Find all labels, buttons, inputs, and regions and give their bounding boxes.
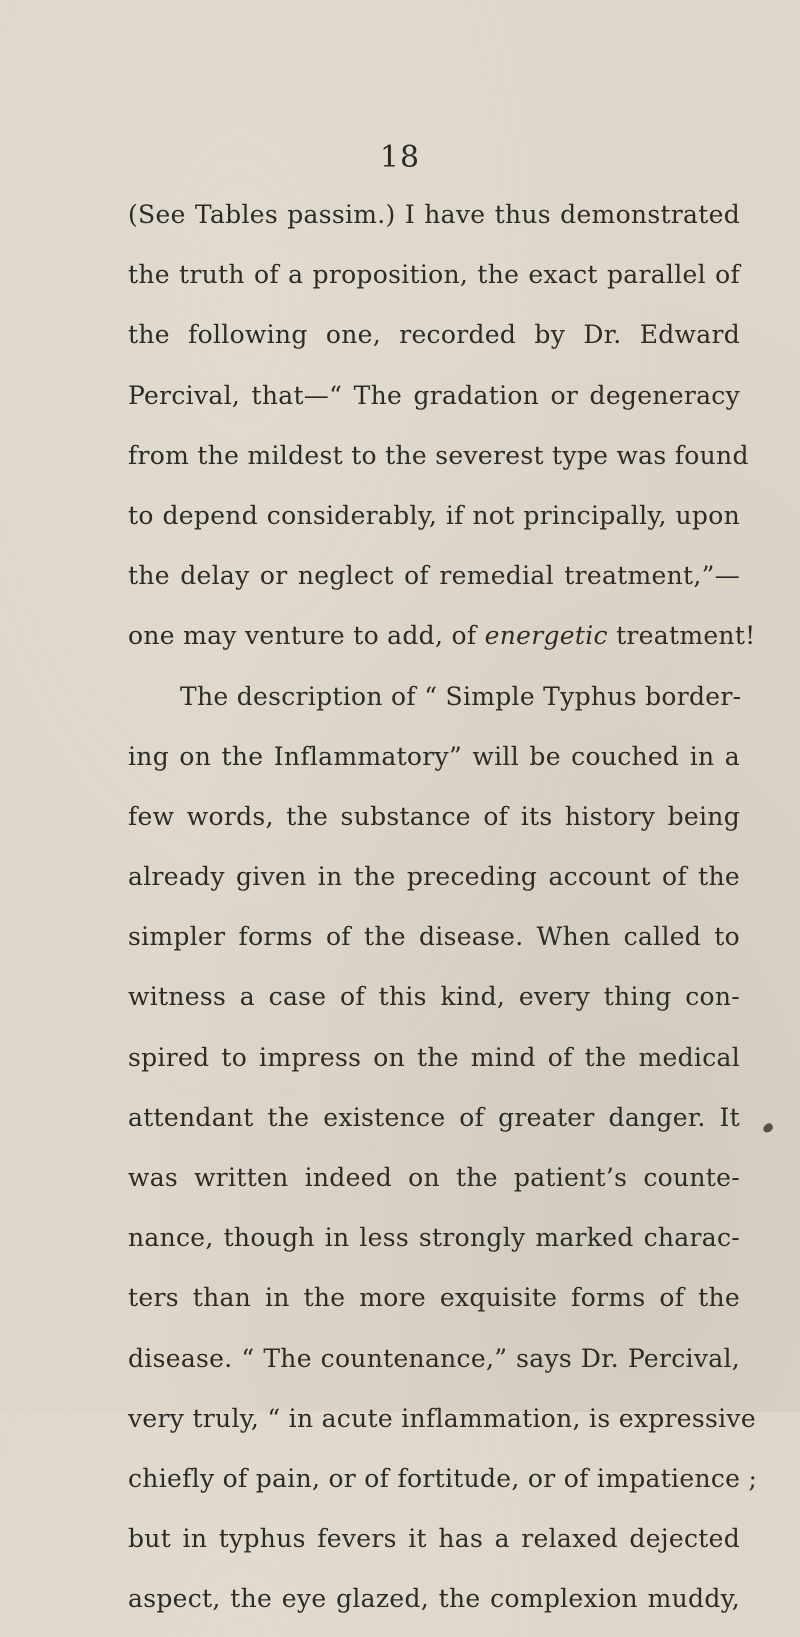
text-line: the delay or neglect of remedial treatment,”— (128, 561, 740, 591)
text-line: aspect, the eye glazed, the complexion muddy, (128, 1584, 740, 1614)
page-number: 18 (379, 140, 421, 175)
ink-speck (762, 1122, 775, 1134)
text-line: already given in the preceding account of the (128, 862, 740, 892)
text-line: was written indeed on the patient’s counte- (128, 1163, 740, 1192)
paragraph-start-line: The description of “ Simple Typhus border- (180, 681, 742, 711)
text-line: disease. “ The countenance,” says Dr. Percival, (128, 1343, 740, 1373)
text-line: chiefly of pain, or of fortitude, or of impatience ; (128, 1463, 758, 1493)
text-line: witness a case of this kind, every thing con- (128, 982, 740, 1012)
text-line (128, 613, 756, 673)
text-line: ing on the Inflammatory” will be couched in a (128, 741, 740, 771)
text-line: few words, the substance of its history being (128, 801, 740, 831)
text-line: ters than in the more exquisite forms of the (128, 1283, 740, 1313)
text-line: to depend considerably, if not principally, upon (128, 500, 740, 530)
text-line: nance, though in less strongly marked charac- (128, 1223, 740, 1253)
text-line: from the mildest to the severest type was found (128, 440, 749, 470)
text-line: but in typhus fevers it has a relaxed dejected (128, 1524, 740, 1554)
italic-word: energetic (484, 621, 608, 651)
text-segment: one may venture to add, of (128, 621, 485, 651)
text-line: the following one, recorded by Dr. Edward (128, 320, 740, 350)
text-line: very truly, “ in acute inflammation, is expressive (128, 1403, 756, 1433)
text-line: simpler forms of the disease. When called to (128, 922, 740, 952)
text-line: attendant the existence of greater danger. It (128, 1102, 740, 1132)
text-line: Percival, that—“ The gradation or degeneracy (128, 380, 740, 410)
text-segment: treatment! (607, 621, 756, 651)
body-text (128, 192, 758, 1637)
text-line: spired to impress on the mind of the medical (128, 1042, 740, 1072)
text-line: (See Tables passim.) I have thus demonstrated (128, 200, 740, 229)
text-line: the truth of a proposition, the exact parallel of (128, 260, 740, 290)
